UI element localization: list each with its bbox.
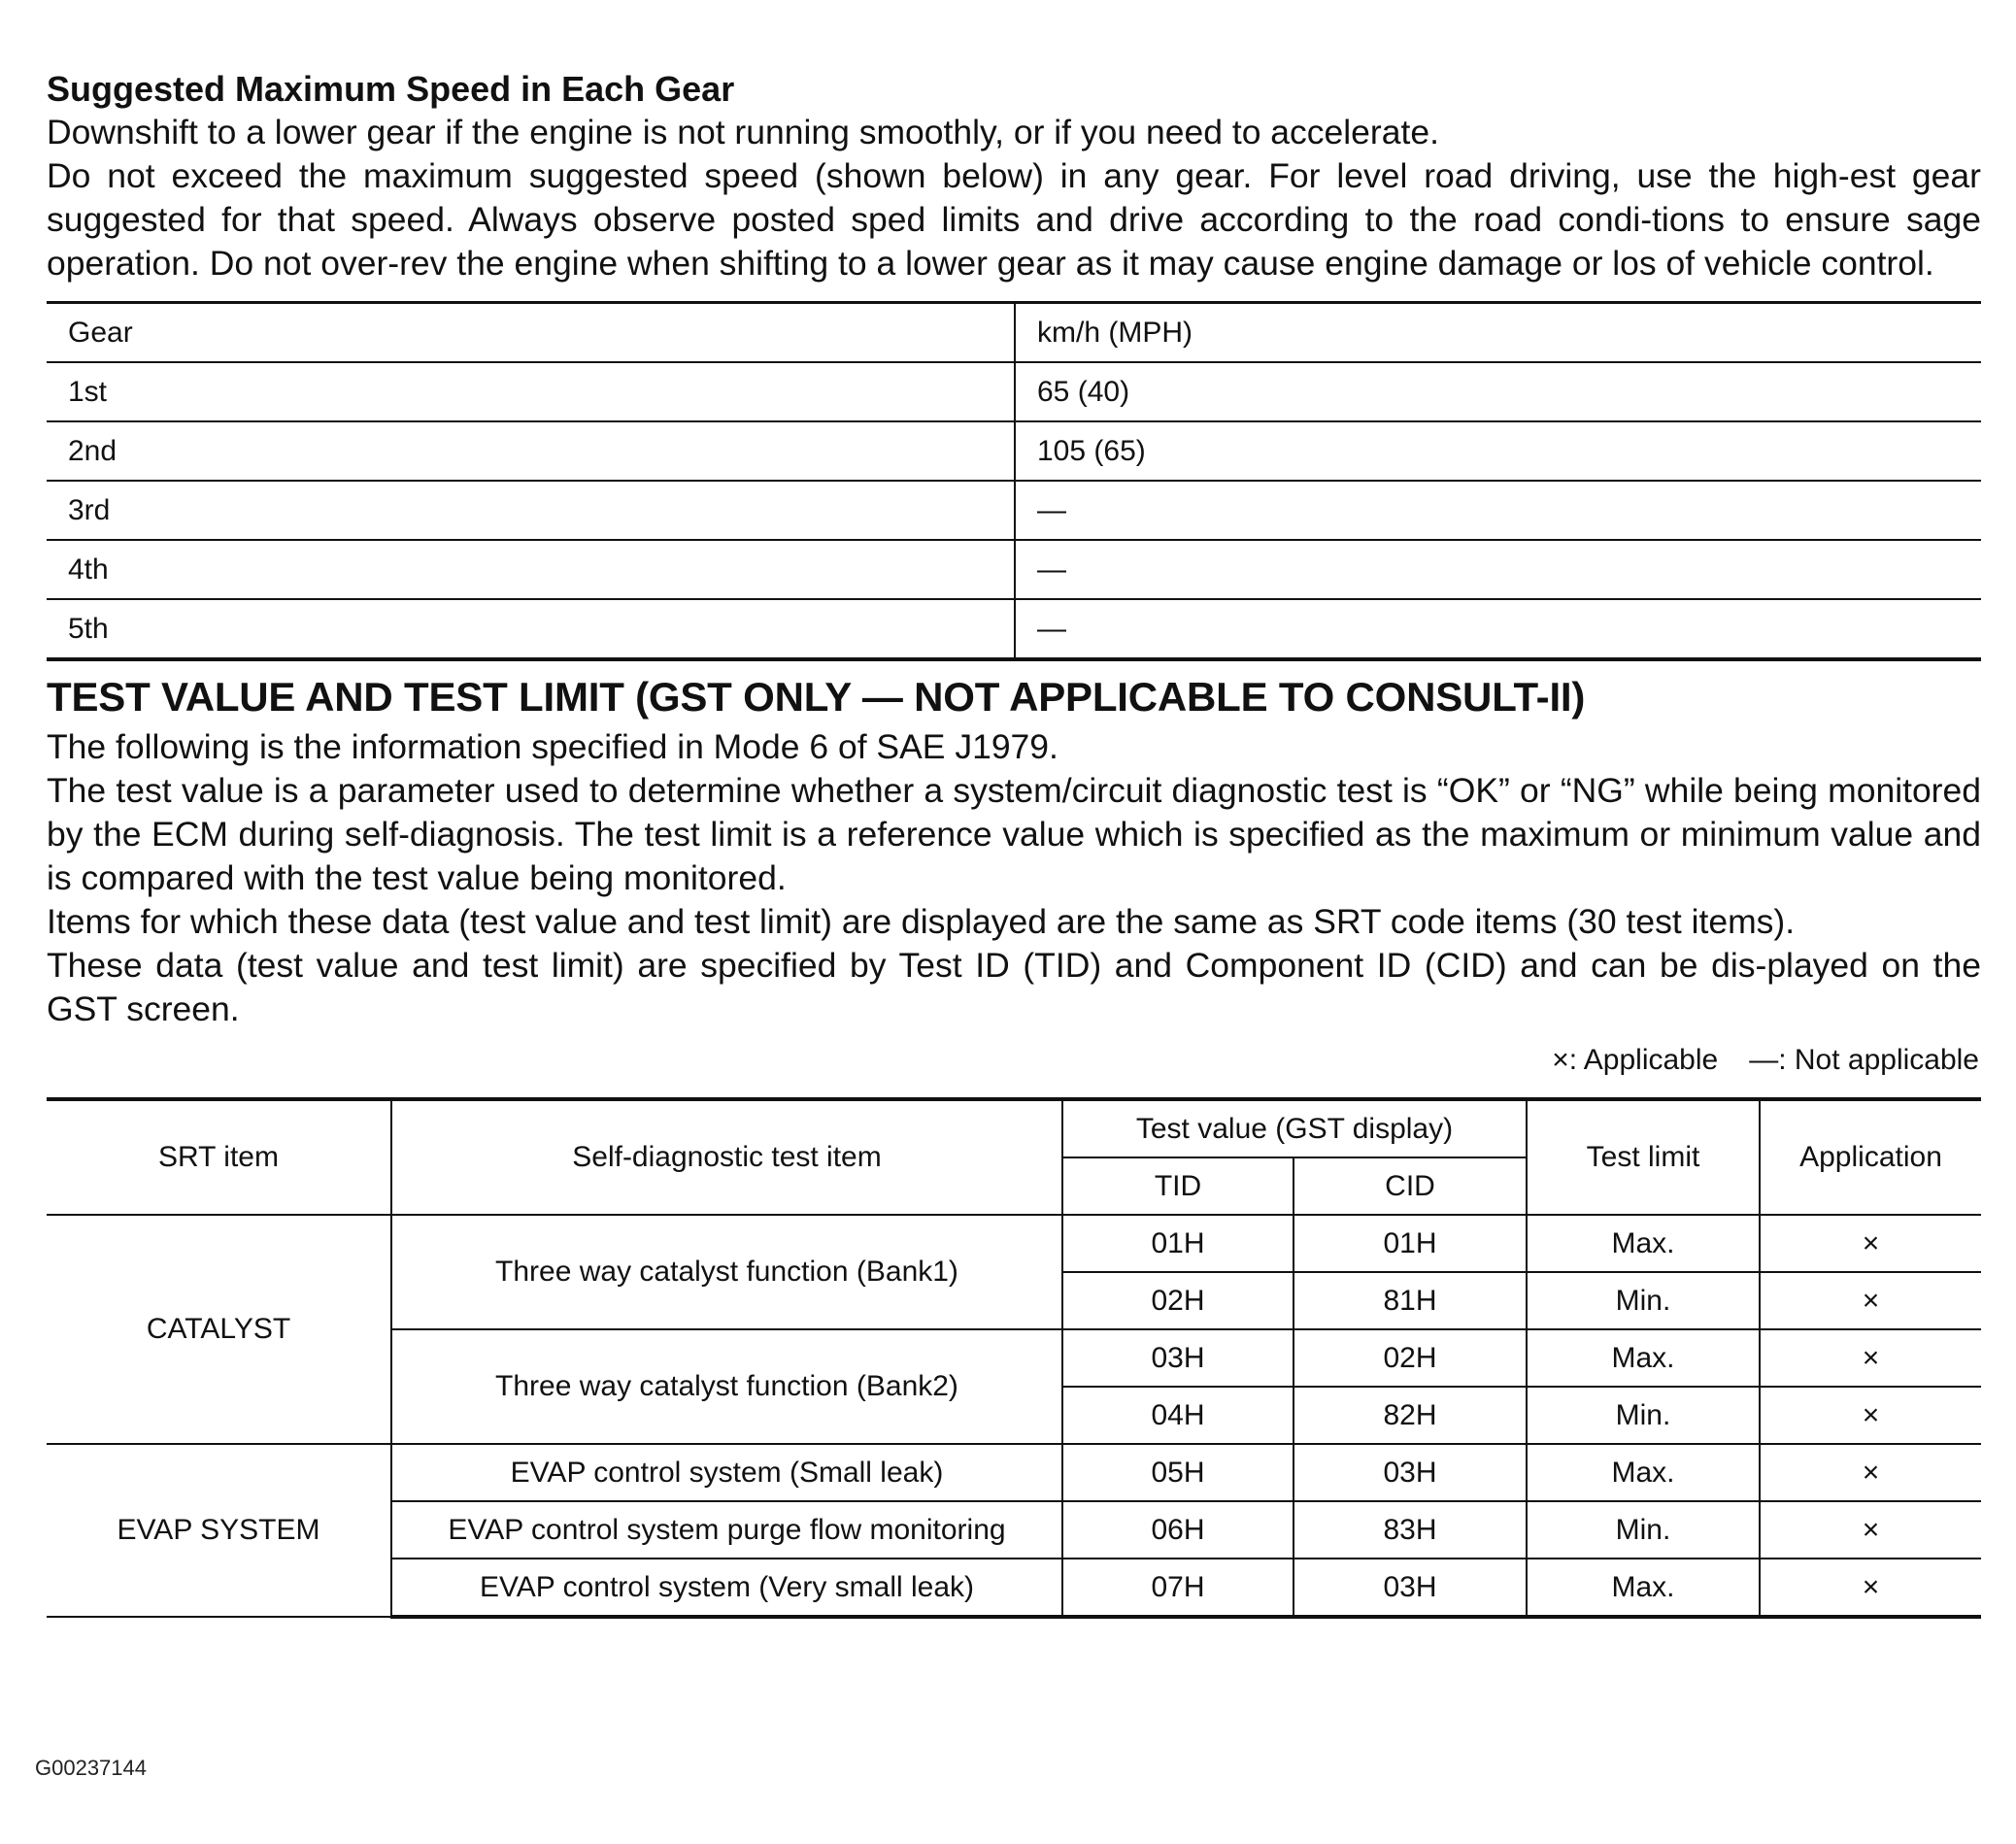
tid-cell: 03H xyxy=(1062,1329,1294,1387)
tid-cell: 04H xyxy=(1062,1387,1294,1444)
gear-cell: 1st xyxy=(47,362,1015,421)
gear-speed-table xyxy=(47,301,1981,661)
tid-cell: 05H xyxy=(1062,1444,1294,1501)
tid-cell: 06H xyxy=(1062,1501,1294,1559)
gear-table-header-row xyxy=(47,303,1981,363)
srt-item-cell: CATALYST xyxy=(47,1215,391,1444)
test-value-paragraph: The test value is a parameter used to determine whether a system/circuit diagnostic test is “OK” or “NG” while being monitored by the ECM during self-diagnosis. The test limit is a reference value which is specified as the maximum or minimum value and is compared with the test value being monitored. xyxy=(47,771,1981,897)
gear-table-row xyxy=(47,421,1981,481)
gear-table-row xyxy=(47,599,1981,659)
application-mark: × xyxy=(1760,1559,1981,1617)
test-item-cell: EVAP control system purge flow monitoring xyxy=(391,1501,1062,1559)
speed-header: km/h (MPH) xyxy=(1015,303,1981,363)
tid-cell: 01H xyxy=(1062,1215,1294,1272)
header-test-value: Test value (GST display) xyxy=(1062,1099,1527,1157)
test-item-cell: EVAP control system (Very small leak) xyxy=(391,1559,1062,1617)
application-mark: × xyxy=(1760,1501,1981,1559)
speed-cell: — xyxy=(1015,481,1981,540)
header-tid: TID xyxy=(1062,1157,1294,1215)
tid-cell: 02H xyxy=(1062,1272,1294,1329)
gear-table-row xyxy=(47,540,1981,599)
test-item-cell: Three way catalyst function (Bank1) xyxy=(391,1215,1062,1329)
header-cid: CID xyxy=(1294,1157,1527,1215)
cid-cell: 02H xyxy=(1294,1329,1527,1387)
test-value-section xyxy=(47,673,1981,1619)
test-value-paragraph: Items for which these data (test value and test limit) are displayed are the same as SRT code items (30 test items). xyxy=(47,902,1796,941)
gear-header: Gear xyxy=(47,303,1015,363)
table-row xyxy=(47,1215,1981,1272)
gear-table-row xyxy=(47,481,1981,540)
header-test-item: Self-diagnostic test item xyxy=(391,1099,1062,1215)
legend-applicable: ×: Applicable xyxy=(1552,1044,1719,1076)
application-mark: × xyxy=(1760,1272,1981,1329)
cid-cell: 82H xyxy=(1294,1387,1527,1444)
test-limit-cell: Max. xyxy=(1527,1559,1760,1617)
cid-cell: 03H xyxy=(1294,1444,1527,1501)
cid-cell: 01H xyxy=(1294,1215,1527,1272)
header-test-limit: Test limit xyxy=(1527,1099,1760,1215)
cid-cell: 03H xyxy=(1294,1559,1527,1617)
application-mark: × xyxy=(1760,1444,1981,1501)
application-legend xyxy=(47,1041,1981,1080)
test-limit-cell: Max. xyxy=(1527,1329,1760,1387)
test-limit-cell: Min. xyxy=(1527,1387,1760,1444)
test-value-heading: TEST VALUE AND TEST LIMIT (GST ONLY — NOT APPLICABLE TO CONSULT-II) xyxy=(47,674,1586,720)
speed-cell: — xyxy=(1015,599,1981,659)
max-speed-paragraph: Downshift to a lower gear if the engine is not running smoothly, or if you need to accelerate. xyxy=(47,113,1439,151)
gear-cell: 4th xyxy=(47,540,1015,599)
gear-cell: 2nd xyxy=(47,421,1015,481)
test-limit-cell: Max. xyxy=(1527,1215,1760,1272)
header-application: Application xyxy=(1760,1099,1981,1215)
test-value-paragraph: These data (test value and test limit) are specified by Test ID (TID) and Component ID (CID) and can be dis-played on the GST screen. xyxy=(47,946,1981,1028)
test-limit-cell: Max. xyxy=(1527,1444,1760,1501)
legend-not-applicable: —: Not applicable xyxy=(1749,1044,1979,1076)
figure-id: G00237144 xyxy=(35,1756,147,1780)
srt-test-table xyxy=(47,1097,1981,1619)
gear-cell: 5th xyxy=(47,599,1015,659)
speed-cell: — xyxy=(1015,540,1981,599)
cid-cell: 83H xyxy=(1294,1501,1527,1559)
application-mark: × xyxy=(1760,1215,1981,1272)
table-row xyxy=(47,1444,1981,1501)
document-page xyxy=(47,68,1981,1619)
cid-cell: 81H xyxy=(1294,1272,1527,1329)
test-limit-cell: Min. xyxy=(1527,1272,1760,1329)
test-limit-cell: Min. xyxy=(1527,1501,1760,1559)
speed-cell: 105 (65) xyxy=(1015,421,1981,481)
application-mark: × xyxy=(1760,1329,1981,1387)
test-item-cell: EVAP control system (Small leak) xyxy=(391,1444,1062,1501)
max-speed-section xyxy=(47,68,1981,661)
max-speed-heading: Suggested Maximum Speed in Each Gear xyxy=(47,69,735,109)
header-srt-item: SRT item xyxy=(47,1099,391,1215)
max-speed-paragraph: Do not exceed the maximum suggested speed (shown below) in any gear. For level road driving, use the high-est gear suggested for that speed. Always observe posted sped limits and drive according to the road condi-tions to ensure sage operation. Do not over-rev the engine when shifting to a lower gear as it may cause engine damage or los of vehicle control. xyxy=(47,156,1981,283)
test-value-paragraph: The following is the information specified in Mode 6 of SAE J1979. xyxy=(47,727,1058,766)
tid-cell: 07H xyxy=(1062,1559,1294,1617)
gear-cell: 3rd xyxy=(47,481,1015,540)
speed-cell: 65 (40) xyxy=(1015,362,1981,421)
application-mark: × xyxy=(1760,1387,1981,1444)
test-item-cell: Three way catalyst function (Bank2) xyxy=(391,1329,1062,1444)
srt-item-cell: EVAP SYSTEM xyxy=(47,1444,391,1617)
gear-table-row xyxy=(47,362,1981,421)
